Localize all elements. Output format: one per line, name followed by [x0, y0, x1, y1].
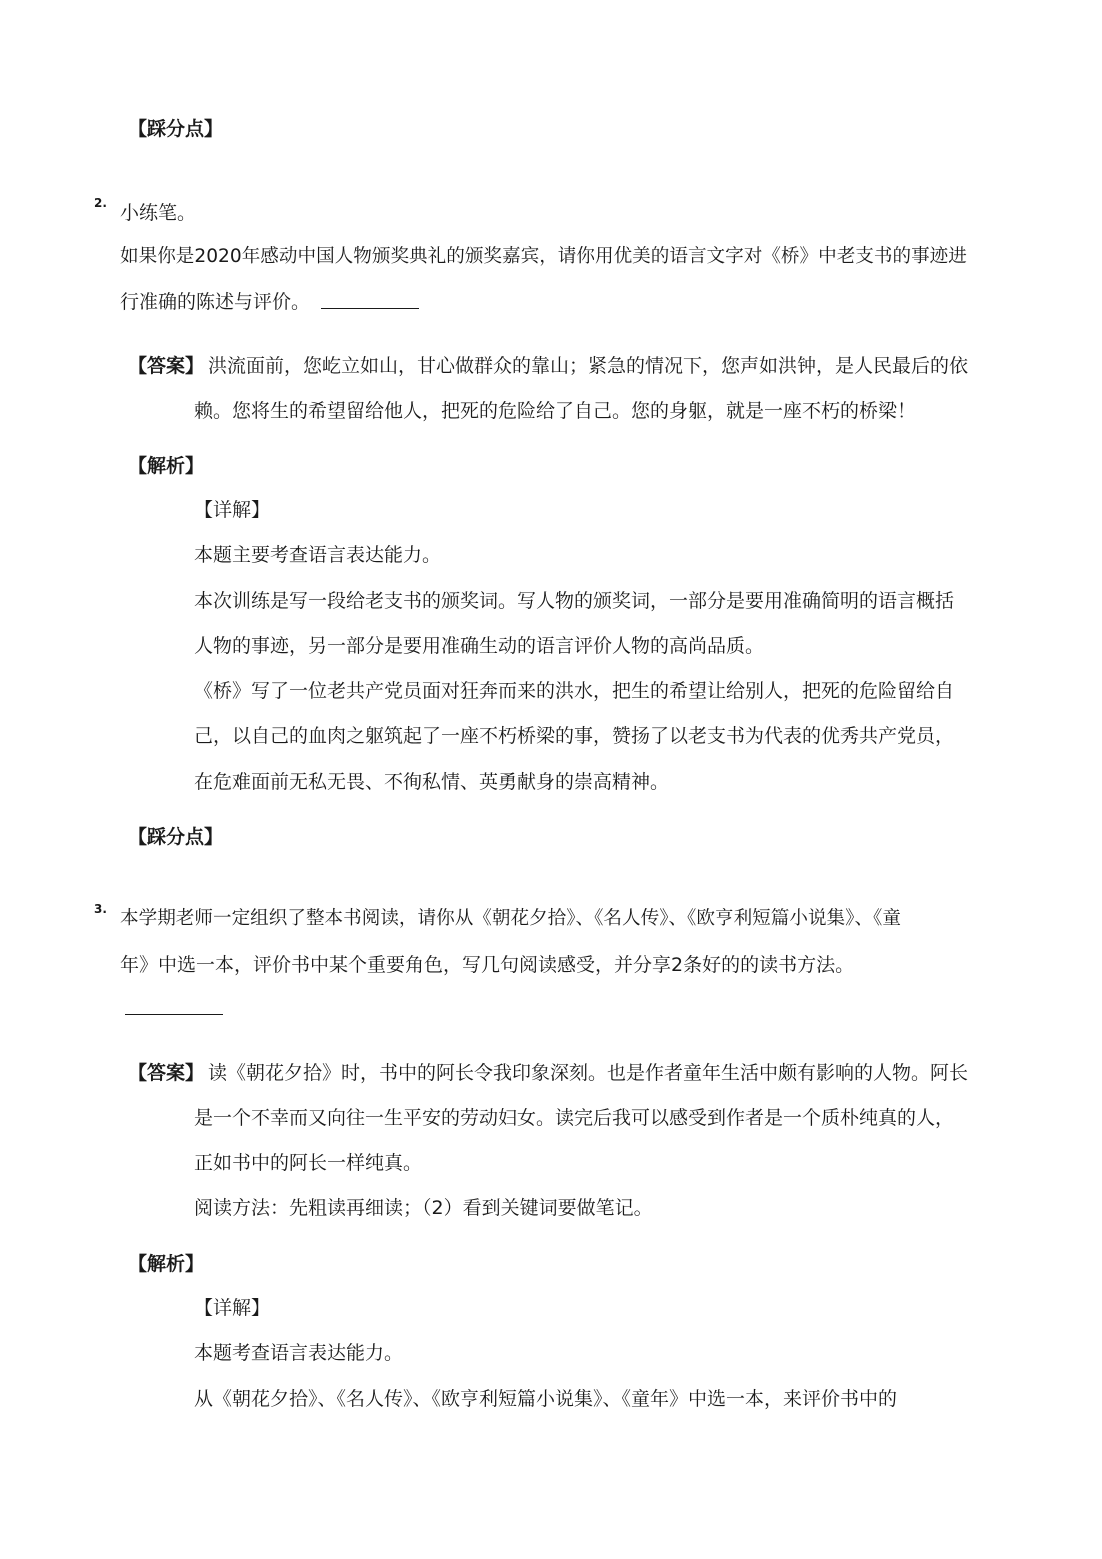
- question-prompt: 本学期老师一定组织了整本书阅读，请你从《朝花夕拾》、《名人传》、《欧亨利短篇小说集》、《童: [120, 908, 901, 929]
- answer-label: 【答案】: [128, 355, 205, 377]
- analysis-text: 己，以自己的血肉之躯筑起了一座不朽桥梁的事，赞扬了以老支书为代表的优秀共产党员，: [194, 725, 955, 747]
- analysis-text: 本题主要考查语言表达能力。: [194, 544, 442, 566]
- answer-text: 正如书中的阿长一样纯真。: [194, 1152, 423, 1174]
- analysis-label: 【解析】: [128, 1253, 205, 1275]
- answer-text: 洪流面前，您屹立如山，甘心做群众的靠山；紧急的情况下，您声如洪钟，是人民最后的依: [208, 355, 969, 377]
- question-number: 3.: [94, 902, 107, 916]
- analysis-text: 本次训练是写一段给老支书的颁奖词。写人物的颁奖词，一部分是要用准确简明的语言概括: [194, 590, 955, 612]
- answer-text: 赖。您将生的希望留给他人，把死的危险给了自己。您的身躯，就是一座不朽的桥梁！: [194, 400, 917, 422]
- analysis-label: 【解析】: [128, 455, 205, 477]
- question-prompt: 年》中选一本，评价书中某个重要角色，写几句阅读感受，并分享2条好的的读书方法。: [120, 954, 855, 976]
- answer-blank: [321, 308, 419, 309]
- question-prompt: 行准确的陈述与评价。: [120, 291, 311, 313]
- analysis-text: 本题考查语言表达能力。: [194, 1342, 404, 1364]
- analysis-text: 《桥》写了一位老共产党员面对狂奔而来的洪水，把生的希望让给别人，把死的危险留给自: [194, 680, 955, 702]
- scoring-points-label: 【踩分点】: [128, 118, 224, 140]
- scoring-points-label: 【踩分点】: [128, 826, 224, 848]
- question-prompt: 如果你是2020年感动中国人物颁奖典礼的颁奖嘉宾，请你用优美的语言文字对《桥》中老支书的事迹进: [120, 246, 967, 267]
- question-prompt: 小练笔。: [120, 202, 197, 224]
- answer-label: 【答案】: [128, 1062, 205, 1084]
- detail-label: 【详解】: [194, 1297, 271, 1319]
- answer-blank: [125, 1014, 223, 1015]
- detail-label: 【详解】: [194, 499, 271, 521]
- answer-text: 是一个不幸而又向往一生平安的劳动妇女。读完后我可以感受到作者是一个质朴纯真的人，: [194, 1107, 955, 1129]
- question-number: 2.: [94, 196, 107, 210]
- answer-text: 读《朝花夕拾》时，书中的阿长令我印象深刻。也是作者童年生活中颇有影响的人物。阿长: [208, 1062, 969, 1084]
- analysis-text: 在危难面前无私无畏、不徇私情、英勇献身的崇高精神。: [194, 771, 670, 793]
- answer-text: 阅读方法：先粗读再细读；（2）看到关键词要做笔记。: [194, 1197, 653, 1219]
- analysis-text: 从《朝花夕拾》、《名人传》、《欧亨利短篇小说集》、《童年》中选一本，来评价书中的: [194, 1388, 898, 1410]
- analysis-text: 人物的事迹，另一部分是要用准确生动的语言评价人物的高尚品质。: [194, 635, 765, 657]
